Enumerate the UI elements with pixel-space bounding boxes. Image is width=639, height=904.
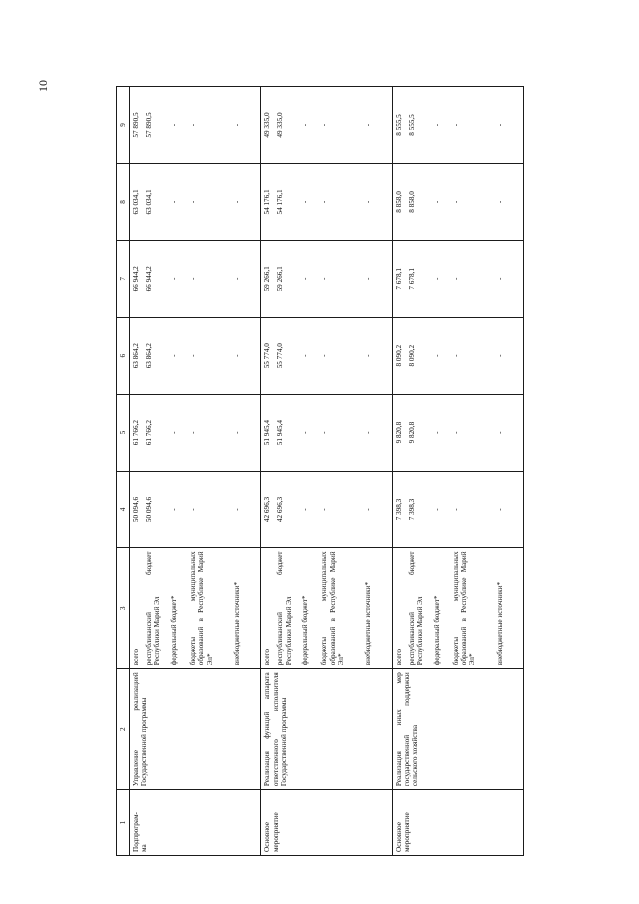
value-text: 8 090,2 — [407, 344, 416, 367]
value-text: 61 766,2 — [145, 420, 153, 446]
value-text: 55 774,0 — [276, 343, 285, 369]
header-cell: 2 — [117, 669, 130, 790]
value-text: - — [170, 200, 178, 204]
value-text: 8 090,2 — [394, 344, 403, 367]
value-text: 8 858,0 — [394, 191, 403, 213]
funding-source-cell — [261, 548, 392, 669]
program-name-cell: Реализация иных мер государственной поддержки сельского хозяйства — [392, 669, 523, 790]
value-text: 9 820,8 — [394, 421, 403, 444]
value-cell — [261, 471, 392, 548]
row-type-cell: Основное мероприятие — [261, 790, 392, 856]
value-cell — [130, 471, 261, 548]
value-text: - — [495, 200, 504, 204]
value-text: 66 944,2 — [145, 266, 153, 292]
value-text: 55 774,0 — [263, 343, 272, 369]
value-text: 8 555,5 — [407, 114, 416, 136]
value-text: - — [189, 123, 197, 127]
table-row — [130, 87, 261, 856]
value-text: - — [301, 277, 310, 281]
funding-source-label: бюджеты муниципальных образований в Республике Марий Эл* — [189, 551, 214, 666]
value-text: - — [170, 123, 178, 127]
funding-source-label: федеральный бюджет* — [301, 595, 310, 666]
value-text: 50 094,6 — [145, 496, 153, 523]
program-name-cell: Управление реализацией Государственной программы — [130, 669, 261, 790]
page-number: 10 — [36, 80, 50, 92]
header-row — [117, 87, 130, 856]
value-text: - — [495, 277, 504, 281]
header-cell: 7 — [117, 240, 130, 317]
value-cell — [261, 240, 392, 317]
funding-source-label: республиканский бюджет Республики Марий Эл — [145, 551, 162, 666]
value-text: 8 858,0 — [407, 191, 416, 213]
value-cell — [130, 317, 261, 394]
value-text: - — [189, 508, 197, 511]
value-text: - — [451, 431, 460, 434]
value-cell — [392, 240, 523, 317]
table-row — [261, 87, 392, 856]
row-type-cell: Подпрограм- ма — [130, 790, 261, 856]
value-text: - — [189, 431, 197, 434]
value-text: - — [495, 508, 504, 511]
value-cell — [130, 163, 261, 240]
funding-source-label: всего — [394, 649, 403, 666]
value-cell — [392, 87, 523, 164]
value-text: - — [364, 123, 373, 127]
row-type-cell: Основное мероприятие — [392, 790, 523, 856]
value-cell — [392, 394, 523, 471]
value-cell — [392, 163, 523, 240]
value-text: - — [189, 354, 197, 357]
value-cell — [392, 471, 523, 548]
program-name-cell: Реализация функций аппарата ответственного исполнителя Государственной программы — [261, 669, 392, 790]
value-text: - — [320, 431, 329, 434]
value-text: - — [432, 277, 441, 281]
value-text: - — [233, 354, 241, 357]
value-text: - — [364, 508, 373, 511]
value-text: - — [170, 277, 178, 281]
value-text: 7 678,1 — [394, 268, 403, 290]
value-text: 57 890,5 — [132, 112, 140, 138]
value-cell — [130, 394, 261, 471]
value-text: - — [301, 123, 310, 127]
value-text: - — [451, 200, 460, 204]
funding-source-cell — [130, 548, 261, 669]
value-text: 42 696,3 — [263, 496, 272, 523]
funding-source-label: республиканский бюджет Республики Марий Эл — [407, 551, 424, 666]
funding-source-label: внебюджетные источники* — [364, 581, 373, 666]
value-text: - — [320, 508, 329, 511]
value-text: - — [495, 354, 504, 357]
rotated-table-container — [116, 86, 524, 856]
funding-source-label: внебюджетные источники* — [495, 581, 504, 666]
value-text: 51 945,4 — [263, 420, 272, 446]
funding-source-cell — [392, 548, 523, 669]
value-text: - — [301, 200, 310, 204]
funding-source-label: внебюджетные источники* — [233, 581, 241, 666]
value-text: - — [189, 200, 197, 204]
value-text: - — [451, 508, 460, 511]
value-text: - — [170, 431, 178, 434]
value-text: 7 678,1 — [407, 268, 416, 290]
value-text: 8 555,5 — [394, 114, 403, 136]
value-text: - — [170, 354, 178, 357]
value-text: - — [432, 508, 441, 511]
funding-source-label: федеральный бюджет* — [170, 595, 178, 666]
value-text: - — [301, 431, 310, 434]
value-text: - — [301, 354, 310, 357]
funding-source-label: федеральный бюджет* — [432, 595, 441, 666]
value-text: - — [432, 431, 441, 434]
value-text: - — [364, 354, 373, 357]
value-cell — [261, 317, 392, 394]
value-text: 42 696,3 — [276, 496, 285, 523]
funding-source-label: бюджеты муниципальных образований в Республике Марий Эл* — [320, 551, 345, 666]
value-text: 9 820,8 — [407, 421, 416, 444]
value-text: 7 398,3 — [394, 498, 403, 521]
value-text: 63 864,2 — [145, 343, 153, 369]
value-text: 66 944,2 — [132, 266, 140, 292]
value-text: - — [451, 277, 460, 281]
value-text: - — [320, 354, 329, 357]
value-text: 51 945,4 — [276, 420, 285, 446]
table-row — [392, 87, 523, 856]
value-text: - — [451, 354, 460, 357]
value-text: - — [233, 200, 241, 204]
funding-source-label: республиканский бюджет Республики Марий Эл — [276, 551, 293, 666]
value-text: - — [320, 123, 329, 127]
value-text: 49 335,0 — [263, 112, 272, 138]
value-cell — [261, 394, 392, 471]
header-cell: 3 — [117, 548, 130, 669]
value-text: 57 890,5 — [145, 112, 153, 138]
value-text: 61 766,2 — [132, 420, 140, 446]
funding-source-label: всего — [132, 649, 140, 666]
value-text: 59 266,1 — [276, 266, 285, 292]
value-text: - — [364, 431, 373, 434]
funding-source-label: бюджеты муниципальных образований в Республике Марий Эл* — [451, 551, 477, 666]
value-text: - — [320, 277, 329, 281]
header-cell: 8 — [117, 163, 130, 240]
value-text: 63 864,2 — [132, 343, 140, 369]
value-text: - — [189, 277, 197, 281]
value-text: 59 266,1 — [263, 266, 272, 292]
value-cell — [392, 317, 523, 394]
value-cell — [261, 163, 392, 240]
value-text: - — [432, 123, 441, 127]
value-text: - — [432, 200, 441, 204]
value-text: - — [233, 123, 241, 127]
value-text: - — [301, 508, 310, 511]
value-text: - — [495, 123, 504, 127]
value-text: 50 094,6 — [132, 496, 140, 523]
value-text: - — [364, 200, 373, 204]
value-text: 63 034,1 — [132, 189, 140, 215]
value-text: - — [320, 200, 329, 204]
value-cell — [130, 240, 261, 317]
value-text: 49 335,0 — [276, 112, 285, 138]
funding-table — [116, 86, 524, 856]
value-text: - — [364, 277, 373, 281]
value-cell — [130, 87, 261, 164]
value-text: - — [495, 431, 504, 434]
header-cell: 1 — [117, 790, 130, 856]
table-body — [130, 87, 524, 856]
value-text: - — [451, 123, 460, 127]
funding-source-label: всего — [263, 649, 272, 666]
value-cell — [261, 87, 392, 164]
header-cell: 4 — [117, 471, 130, 548]
value-text: - — [233, 277, 241, 281]
header-cell: 5 — [117, 394, 130, 471]
value-text: 54 176,1 — [276, 189, 285, 215]
value-text: - — [233, 508, 241, 511]
value-text: 54 176,1 — [263, 189, 272, 215]
value-text: - — [432, 354, 441, 357]
value-text: - — [170, 508, 178, 511]
value-text: - — [233, 431, 241, 434]
header-cell: 9 — [117, 87, 130, 164]
value-text: 7 398,3 — [407, 498, 416, 521]
header-cell: 6 — [117, 317, 130, 394]
value-text: 63 034,1 — [145, 189, 153, 215]
